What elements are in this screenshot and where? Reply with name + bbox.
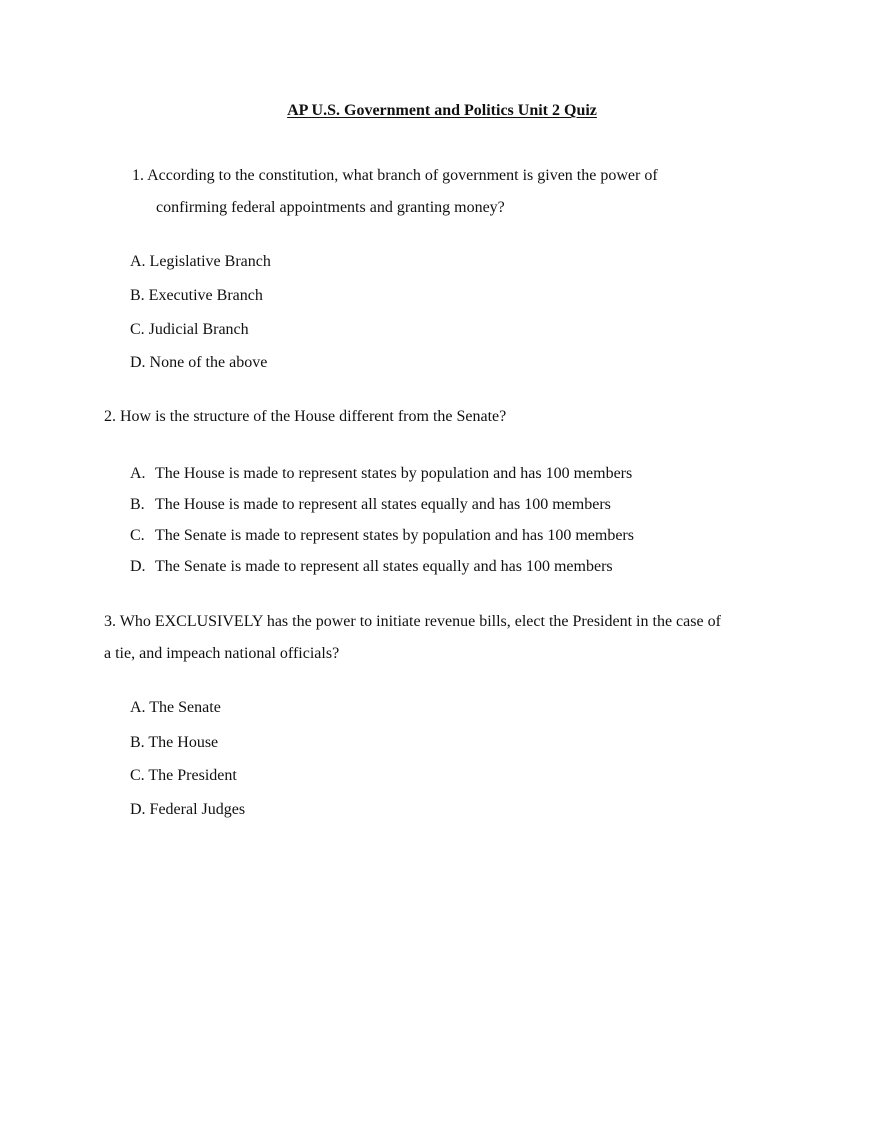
- question-2-option-b: [130, 495, 611, 515]
- question-2-text: 2. How is the structure of the House different from the Senate?: [104, 408, 507, 425]
- question-2-option-a: [130, 464, 632, 484]
- question-3-option-b: B. The House: [130, 734, 219, 751]
- question-1-text: 1. According to the constitution, what branch of government is given the power of: [132, 167, 658, 184]
- option-letter: A.: [130, 465, 146, 482]
- option-text: The House is made to represent all states equally and has 100 members: [155, 496, 611, 513]
- question-3-option-d: D. Federal Judges: [130, 801, 246, 818]
- question-1-option-b: B. Executive Branch: [130, 287, 263, 304]
- question-1-text-continued: confirming federal appointments and granting money?: [156, 199, 505, 216]
- question-3-option-c: C. The President: [130, 767, 237, 784]
- question-1-option-d: D. None of the above: [130, 354, 268, 371]
- option-letter: D.: [130, 558, 146, 575]
- page-title: AP U.S. Government and Politics Unit 2 Quiz: [287, 102, 597, 119]
- question-2-option-d: [130, 557, 613, 577]
- question-3-text-continued: a tie, and impeach national officials?: [104, 645, 340, 662]
- question-1-option-c: C. Judicial Branch: [130, 321, 249, 338]
- option-letter: B.: [130, 496, 145, 513]
- option-letter: C.: [130, 527, 145, 544]
- question-2-option-c: [130, 526, 634, 546]
- question-3-option-a: A. The Senate: [130, 699, 221, 716]
- option-text: The Senate is made to represent all states equally and has 100 members: [155, 558, 613, 575]
- question-3-text: 3. Who EXCLUSIVELY has the power to initiate revenue bills, elect the President in the case of: [104, 613, 721, 630]
- option-text: The House is made to represent states by population and has 100 members: [155, 465, 633, 482]
- question-1-option-a: A. Legislative Branch: [130, 253, 271, 270]
- option-text: The Senate is made to represent states by population and has 100 members: [155, 527, 634, 544]
